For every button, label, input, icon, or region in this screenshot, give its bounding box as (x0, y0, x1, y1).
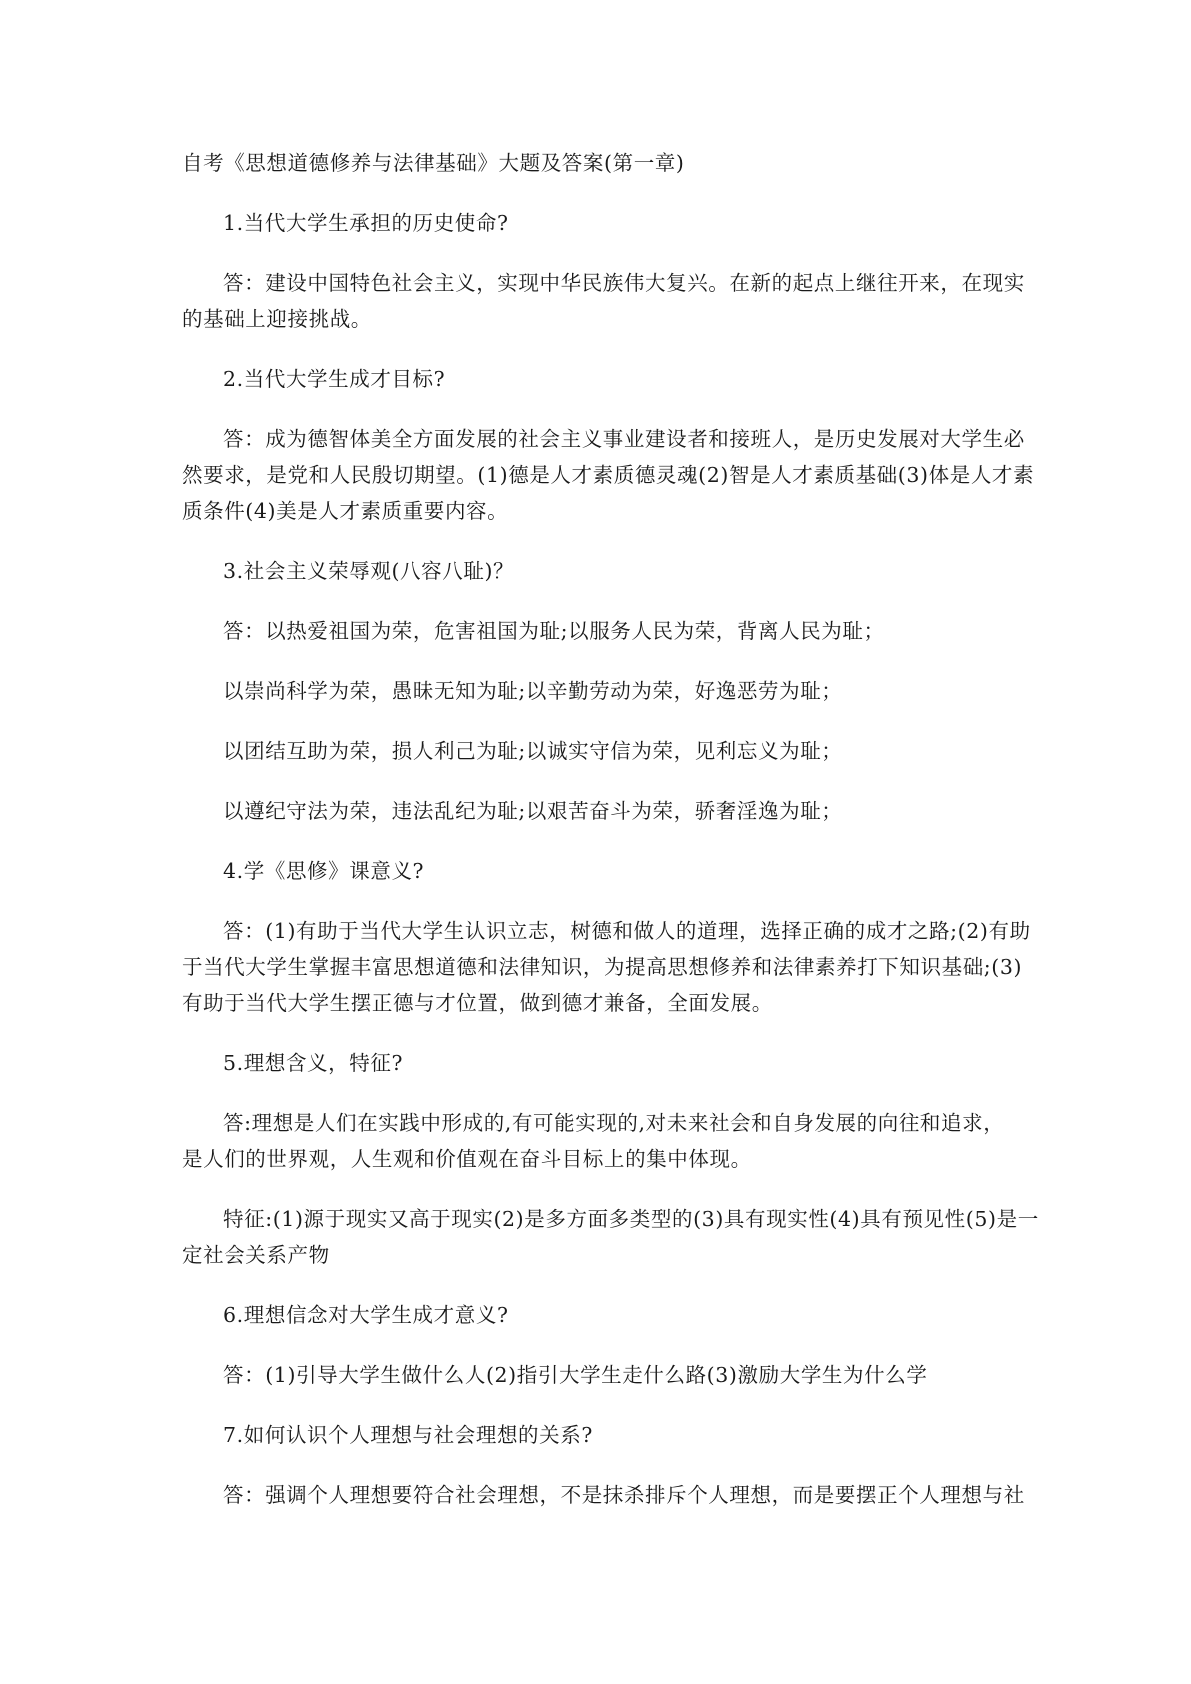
features-5-line-1: 特征:(1)源于现实又高于现实(2)是多方面多类型的(3)具有现实性(4)具有预见性(5)是一 (223, 1207, 1039, 1231)
answer-5-line-2: 是人们的世界观，人生观和价值观在奋斗目标上的集中体现。 (182, 1147, 752, 1171)
answer-3-line-2: 以崇尚科学为荣，愚昧无知为耻;以辛勤劳动为荣，好逸恶劳为耻； (223, 679, 843, 703)
answer-1-line-2: 的基础上迎接挑战。 (182, 307, 372, 331)
answer-7-line-1: 答：强调个人理想要符合社会理想，不是抹杀排斥个人理想，而是要摆正个人理想与社 (223, 1483, 1025, 1507)
question-4: 4.学《思修》课意义? (223, 859, 425, 883)
question-3: 3.社会主义荣辱观(八容八耻)？ (223, 559, 515, 583)
answer-5-line-1: 答:理想是人们在实践中形成的,有可能实现的,对未来社会和自身发展的向往和追求， (223, 1111, 1005, 1135)
features-5-line-2: 定社会关系产物 (182, 1243, 330, 1267)
question-1: 1.当代大学生承担的历史使命? (223, 211, 509, 235)
answer-2-line-1: 答：成为德智体美全方面发展的社会主义事业建设者和接班人，是历史发展对大学生必 (223, 427, 1025, 451)
answer-6: 答：(1)引导大学生做什么人(2)指引大学生走什么路(3)激励大学生为什么学 (223, 1363, 928, 1387)
answer-2-line-3: 质条件(4)美是人才素质重要内容。 (182, 499, 509, 523)
answer-2-line-2: 然要求，是党和人民殷切期望。(1)德是人才素质德灵魂(2)智是人才素质基础(3)体是人才素 (182, 463, 1035, 487)
document-title: 自考《思想道德修养与法律基础》大题及答案(第一章) (182, 151, 685, 175)
answer-3-line-4: 以遵纪守法为荣，违法乱纪为耻;以艰苦奋斗为荣，骄奢淫逸为耻； (223, 799, 843, 823)
answer-4-line-3: 有助于当代大学生摆正德与才位置，做到德才兼备，全面发展。 (182, 991, 773, 1015)
answer-3-line-1: 答：以热爱祖国为荣，危害祖国为耻;以服务人民为荣，背离人民为耻； (223, 619, 885, 643)
question-6: 6.理想信念对大学生成才意义? (223, 1303, 509, 1327)
question-5: 5.理想含义，特征? (223, 1051, 404, 1075)
question-7: 7.如何认识个人理想与社会理想的关系? (223, 1423, 593, 1447)
question-2: 2.当代大学生成才目标? (223, 367, 446, 391)
answer-4-line-2: 于当代大学生掌握丰富思想道德和法律知识，为提高思想修养和法律素养打下知识基础;(3) (182, 955, 1023, 979)
answer-4-line-1: 答：(1)有助于当代大学生认识立志，树德和做人的道理，选择正确的成才之路;(2)有助 (223, 919, 1031, 943)
answer-3-line-3: 以团结互助为荣，损人利己为耻;以诚实守信为荣，见利忘义为耻； (223, 739, 843, 763)
answer-1-line-1: 答：建设中国特色社会主义，实现中华民族伟大复兴。在新的起点上继往开来，在现实 (223, 271, 1025, 295)
